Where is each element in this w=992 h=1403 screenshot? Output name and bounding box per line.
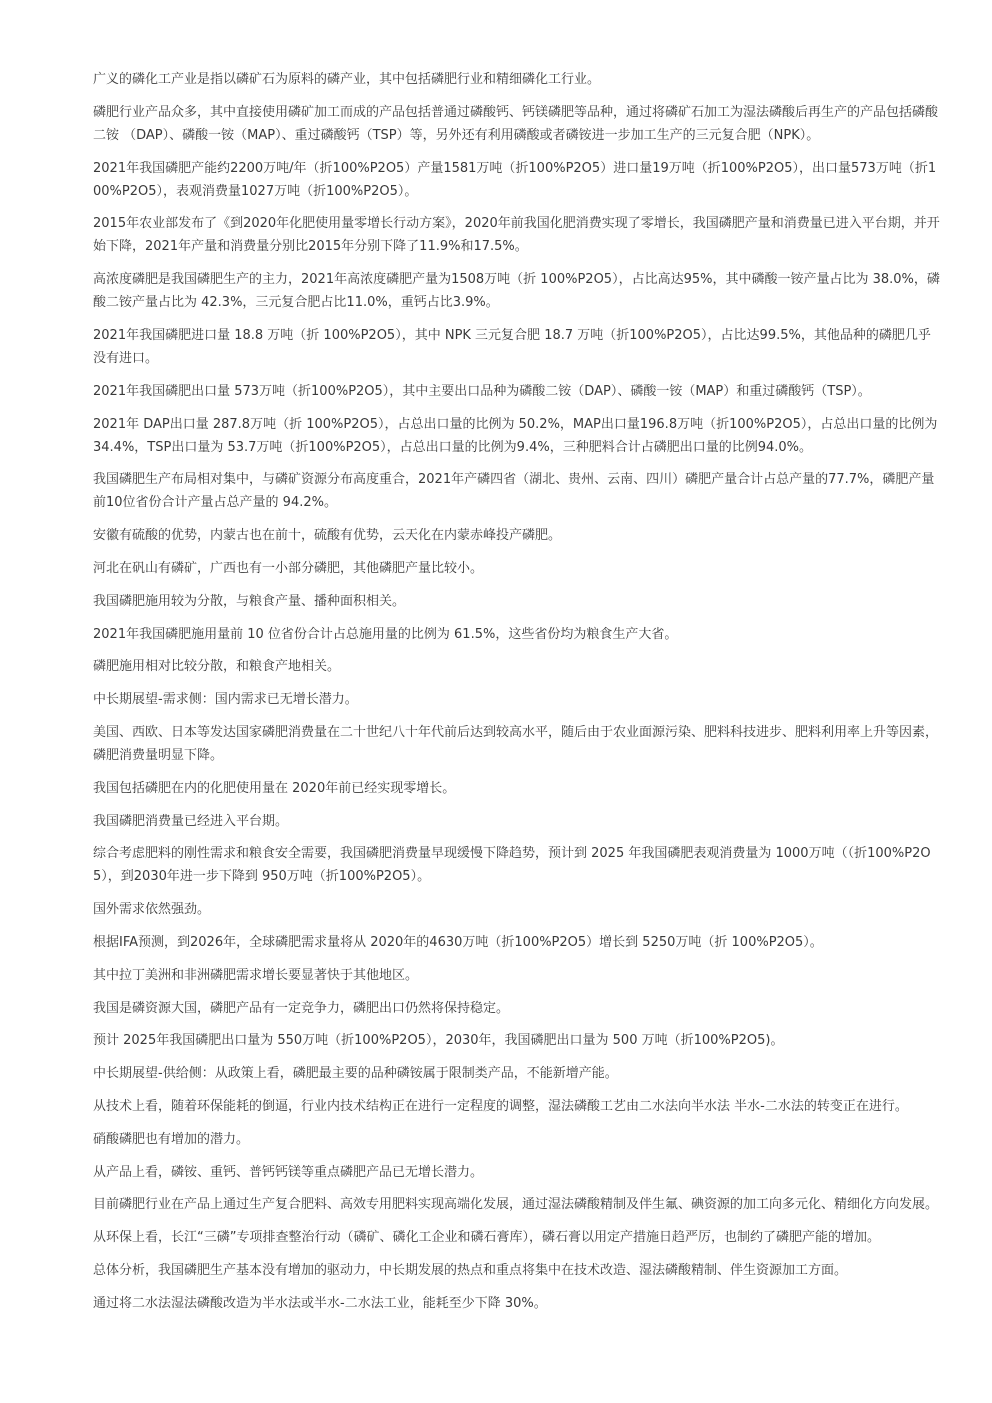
paragraph-22: 其中拉丁美洲和非洲磷肥需求增长要显著快于其他地区。 xyxy=(93,967,419,983)
paragraph-16: 美国、西欧、日本等发达国家磷肥消费量在二十世纪八十年代前后达到较高水平，随后由于农业面源污染、肥料科技进步、肥料利用率上升等因素，磷肥消费量明显下降。 xyxy=(93,724,939,763)
paragraph-14: 磷肥施用相对比较分散，和粮食产地相关。 xyxy=(93,659,341,675)
paragraph-23: 我国是磷资源大国，磷肥产品有一定竞争力，磷肥出口仍然将保持稳定。 xyxy=(93,1000,510,1016)
paragraph-8: 2021年 DAP出口量 287.8万吨（折 100%P2O5），占总出口量的比例为 50.2%，MAP出口量196.8万吨（折100%P2O5），占总出口量的比例为 34.4%，TSP出口量为 53.7万吨（折100%P2O5），占总出口量的比例为9.4%，三种肥料合计占磷肥出口量的比例94.0%。 xyxy=(93,416,938,455)
paragraph-29: 目前磷肥行业在产品上通过生产复合肥料、高效专用肥料实现高端化发展，通过湿法磷酸精制及伴生氟、碘资源的加工向多元化、精细化方向发展。 xyxy=(93,1197,939,1213)
paragraph-10: 安徽有硫酸的优势，内蒙古也在前十，硫酸有优势，云天化在内蒙赤峰投产磷肥。 xyxy=(93,528,562,544)
paragraph-17: 我国包括磷肥在内的化肥使用量在 2020年前已经实现零增长。 xyxy=(93,780,456,796)
paragraph-26: 从技术上看，随着环保能耗的倒逼，行业内技术结构正在进行一定程度的调整，湿法磷酸工艺由二水法向半水法 半水-二水法的转变正在进行。 xyxy=(93,1098,908,1114)
paragraph-27: 硝酸磷肥也有增加的潜力。 xyxy=(93,1131,250,1147)
paragraph-30: 从环保上看，长江“三磷”专项排查整治行动（磷矿、磷化工企业和磷石膏库），磷石膏以用定产措施日趋严厉，也制约了磷肥产能的增加。 xyxy=(93,1230,880,1246)
paragraph-9: 我国磷肥生产布局相对集中，与磷矿资源分布高度重合，2021年产磷四省（湖北、贵州、云南、四川）磷肥产量合计占总产量的77.7%，磷肥产量前10位省份合计产量占总产量的 94.2%。 xyxy=(93,472,935,511)
paragraph-19: 综合考虑肥料的刚性需求和粮食安全需要，我国磷肥消费量早现缓慢下降趋势，预计到 2025 年我国磷肥表观消费量为 1000万吨（（折100%P2O5），到2030年进一步下降到 950万吨（折100%P2O5）。 xyxy=(93,846,931,885)
paragraph-25: 中长期展望-供给侧：从政策上看，磷肥最主要的品种磷铵属于限制类产品，不能新增产能。 xyxy=(93,1066,618,1082)
paragraph-11: 河北在矾山有磷矿，广西也有一小部分磷肥，其他磷肥产量比较小。 xyxy=(93,560,484,576)
paragraph-20: 国外需求依然强劲。 xyxy=(93,902,211,918)
paragraph-7: 2021年我国磷肥出口量 573万吨（折100%P2O5），其中主要出口品种为磷酸二铵（DAP）、磷酸一铵（MAP）和重过磷酸钙（TSP）。 xyxy=(93,383,871,399)
paragraph-3: 2021年我国磷肥产能约2200万吨/年（折100%P2O5）产量1581万吨（折100%P2O5）进口量19万吨（折100%P2O5），出口量573万吨（折100%P2O5），表观消费量1027万吨（折100%P2O5）。 xyxy=(93,160,937,199)
paragraph-32: 通过将二水法湿法磷酸改造为半水法或半水-二水法工业，能耗至少下降 30%。 xyxy=(93,1295,547,1311)
paragraph-1: 广义的磷化工产业是指以磷矿石为原料的磷产业，其中包括磷肥行业和精细磷化工行业。 xyxy=(93,72,601,87)
paragraph-12: 我国磷肥施用较为分散，与粮食产量、播种面积相关。 xyxy=(93,593,406,609)
paragraph-13: 2021年我国磷肥施用量前 10 位省份合计占总施用量的比例为 61.5%，这些省份均为粮食生产大省。 xyxy=(93,626,678,642)
paragraph-5: 高浓度磷肥是我国磷肥生产的主力，2021年高浓度磷肥产量为1508万吨（折 100%P2O5），占比高达95%，其中磷酸一铵产量占比为 38.0%，磷酸二铵产量占比为 42.3%，三元复合肥占比11.0%，重钙占比3.9%。 xyxy=(93,272,940,311)
paragraph-28: 从产品上看，磷铵、重钙、普钙钙镁等重点磷肥产品已无增长潜力。 xyxy=(93,1164,484,1180)
paragraph-24: 预计 2025年我国磷肥出口量为 550万吨（折100%P2O5），2030年，我国磷肥出口量为 500 万吨（折100%P2O5)。 xyxy=(93,1033,784,1049)
paragraph-4: 2015年农业部发布了《到2020年化肥使用量零增长行动方案》，2020年前我国化肥消费实现了零增长，我国磷肥产量和消费量已进入平台期，并开始下降，2021年产量和消费量分别比2015年分别下降了11.9%和17.5%。 xyxy=(93,216,940,255)
paragraph-21: 根据IFA预测，到2026年，全球磷肥需求量将从 2020年的4630万吨（折100%P2O5）增长到 5250万吨（折 100%P2O5）。 xyxy=(93,934,823,950)
paragraph-15: 中长期展望-需求侧：国内需求已无增长潜力。 xyxy=(93,692,358,708)
paragraph-31: 总体分析，我国磷肥生产基本没有增加的驱动力，中长期发展的热点和重点将集中在技术改造、湿法磷酸精制、伴生资源加工方面。 xyxy=(93,1262,848,1278)
paragraph-2: 磷肥行业产品众多，其中直接使用磷矿加工而成的产品包括普通过磷酸钙、钙镁磷肥等品种，通过将磷矿石加工为湿法磷酸后再生产的产品包括磷酸二铵 （DAP）、磷酸一铵（MAP）、重过磷酸钙（TSP）等，另外还有利用磷酸或者磷铵进一步加工生产的三元复合肥（NPK）。 xyxy=(93,104,939,143)
paragraph-18: 我国磷肥消费量已经进入平台期。 xyxy=(93,813,289,829)
paragraph-6: 2021年我国磷肥进口量 18.8 万吨（折 100%P2O5），其中 NPK 三元复合肥 18.7 万吨（折100%P2O5），占比达99.5%，其他品种的磷肥几乎没有进口。 xyxy=(93,327,931,366)
